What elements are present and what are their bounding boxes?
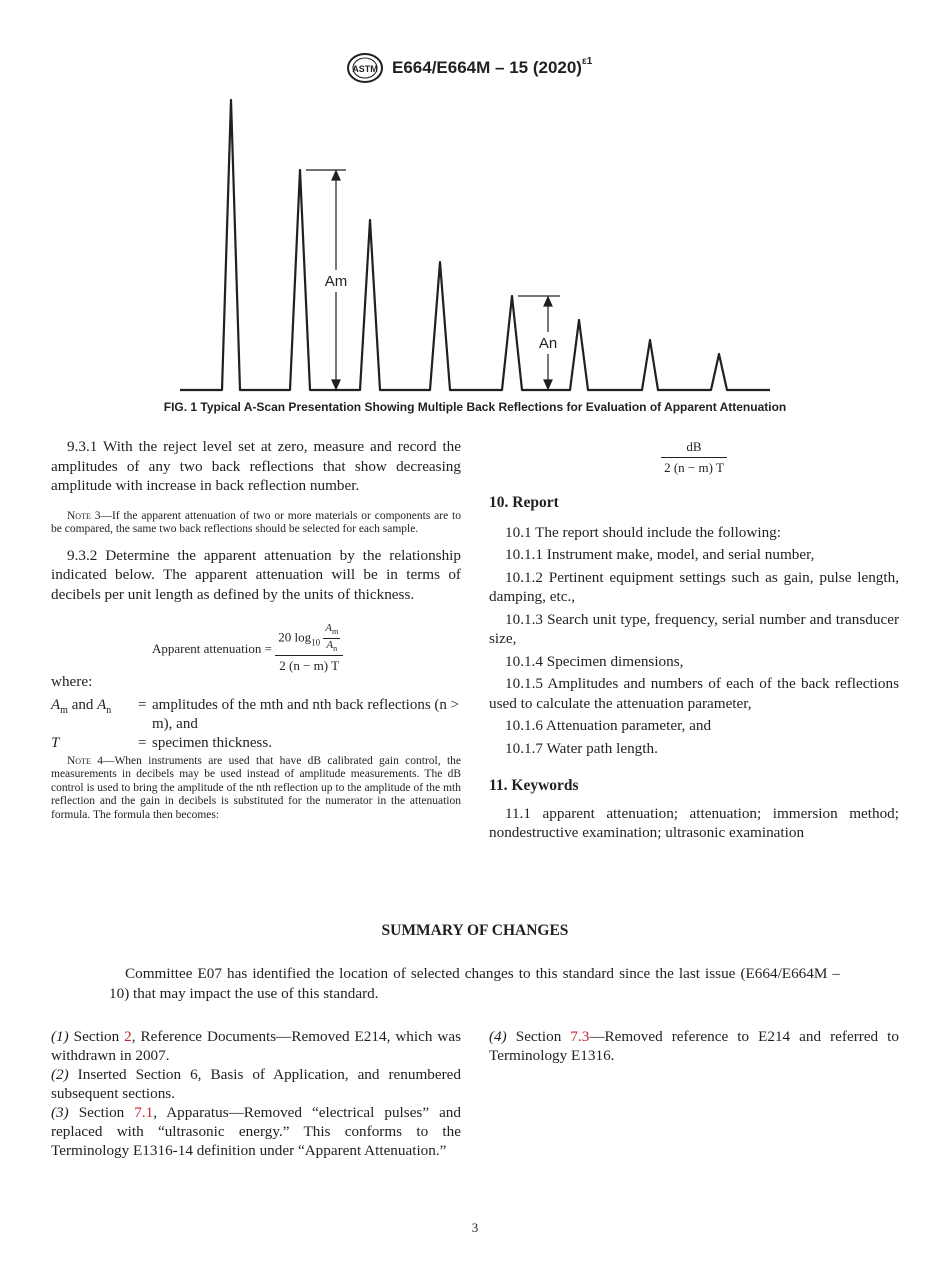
symbol-am: A [51,696,61,713]
report-item: 10.1.3 Search unit type, frequency, serial number and transducer size, [489,610,899,647]
am-arrow-down-icon [332,380,340,389]
change-text: —Removed reference to E214 and referred to Terminology E1316. [489,1028,899,1064]
change-num: (3) [51,1104,69,1121]
change-item-4 [489,1027,899,1065]
report-item: 10.1.2 Pertinent equipment settings such as gain, pulse length, damping, etc., [489,568,899,605]
formula-denominator: 2 (n − m) T [279,658,340,674]
formula-log-base: 10 [311,637,321,648]
section-7-3-link[interactable]: 7.3 [570,1028,590,1045]
report-item: 10.1 The report should include the following: [505,523,781,541]
where-def-thickness: specimen thickness. [152,734,272,751]
change-num: (2) [51,1066,69,1083]
change-text: Section [68,1104,135,1121]
standard-designation [392,58,592,78]
formula-am: A [325,622,332,634]
where-row-amplitudes [51,696,461,734]
logo-text: ASTM [352,64,378,74]
keywords-text: 11.1 apparent attenuation; attenuation; immersion method; nondestructive examination; ultrasonic examination [489,804,899,841]
where-row-thickness [51,734,461,753]
report-item: 10.1.7 Water path length. [505,739,658,757]
change-item-1 [51,1027,461,1065]
change-text: Section [506,1028,571,1045]
summary-title: SUMMARY OF CHANGES [381,922,569,939]
symbol-am-sub: m [60,704,68,716]
note-4-label: Note [67,754,91,767]
right-column [489,437,899,843]
standard-code: E664/E664M – 15 (2020) [392,58,582,77]
formula-lhs: Apparent attenuation = [152,641,272,657]
formula-an: A [326,639,334,652]
para-9-3-1: 9.3.1 With the reject level set at zero, measure and record the amplitudes of any two back reflections that show decreasing amplitude with increase in back reflection number. [51,438,461,494]
where-table [51,696,461,753]
standard-superscript: ε1 [581,56,593,68]
a-scan-trace [180,100,770,390]
report-item: 10.1.1 Instrument make, model, and serial number, [505,546,815,563]
change-item-3 [51,1103,461,1160]
astm-logo-icon [346,52,384,84]
left-column [51,437,461,822]
am-arrow-up-icon [332,171,340,180]
heading-keywords: 11. Keywords [489,777,579,794]
report-item: 10.1.6 Attenuation parameter, and [505,717,712,734]
a-scan-figure [170,92,780,394]
heading-report: 10. Report [489,494,559,511]
note-4-text: 4—When instruments are used that have dB calibrated gain control, the measurements in decibels may be used instead of amplitude measurements. The dB control is used to bring the amplitude of the nth reflection up to the amplitude of the mth reflection and the gain in decibels is substituted for the numerator in the attenuation formula. The formula then becomes: [51,754,462,821]
change-text: Section [68,1028,125,1045]
summary-intro: Committee E07 has identified the location of selected changes to this standard since the last issue (E664/E664M – 10) that may impact the use of this standard. [109,965,840,1002]
label-an: An [538,335,558,352]
note-3-label: Note [67,509,91,522]
where-eq: = [138,734,147,751]
symbol-an-sub: n [106,704,112,716]
change-num: (1) [51,1028,69,1045]
note-4 [51,755,461,823]
formula-log: 20 log [278,629,312,645]
formula-fraction [275,622,343,676]
db-formula-numerator: dB [661,437,727,458]
note-3 [51,510,461,537]
note-3-text: 3—If the apparent attenuation of two or more materials or components are to be compared, the same two back reflections should be selected for each sample. [51,509,461,535]
page-number: 3 [471,1220,479,1235]
page-header [0,52,950,86]
change-text: , Apparatus—Removed “electrical pulses” and replaced with “ultrasonic energy.” This conforms to the Terminology E1316-14 definition under “Apparent Attenuation.” [51,1104,461,1159]
changes-right-column [489,1027,899,1065]
changes-left-column [51,1027,461,1160]
change-text: Inserted Section 6, Basis of Application, and renumbered subsequent sections. [51,1066,461,1102]
an-arrow-up-icon [544,297,552,306]
figure-caption: FIG. 1 Typical A-Scan Presentation Showing Multiple Back Reflections for Evaluation of Apparent Attenuation [163,400,787,414]
db-formula [489,437,899,481]
an-arrow-down-icon [544,380,552,389]
attenuation-formula [51,610,461,672]
report-item: 10.1.5 Amplitudes and numbers of each of the back reflections used to calculate the attenuation parameter, [489,675,899,712]
db-formula-denominator: 2 (n − m) T [664,459,724,475]
change-num: (4) [489,1028,507,1045]
where-label: where: [51,673,93,690]
label-am: Am [324,273,348,290]
section-2-link[interactable]: 2 [124,1028,132,1045]
formula-an-sub: n [333,644,338,654]
change-text: , Reference Documents—Removed E214, which was withdrawn in 2007. [51,1028,461,1064]
report-item: 10.1.4 Specimen dimensions, [505,652,684,670]
where-def-amplitudes: amplitudes of the mth and nth back reflections (n > m), and [152,696,460,732]
para-9-3-2: 9.3.2 Determine the apparent attenuation by the relationship indicated below. The apparent attenuation will be in terms of decibels per unit length as defined by the units of thickness. [51,546,461,603]
change-item-2 [51,1065,461,1103]
symbol-t: T [51,734,60,751]
where-eq: = [138,696,147,713]
section-7-1-link[interactable]: 7.1 [134,1104,154,1121]
formula-am-sub: m [331,627,339,637]
where-and: and [67,696,98,713]
symbol-an: A [97,696,107,713]
